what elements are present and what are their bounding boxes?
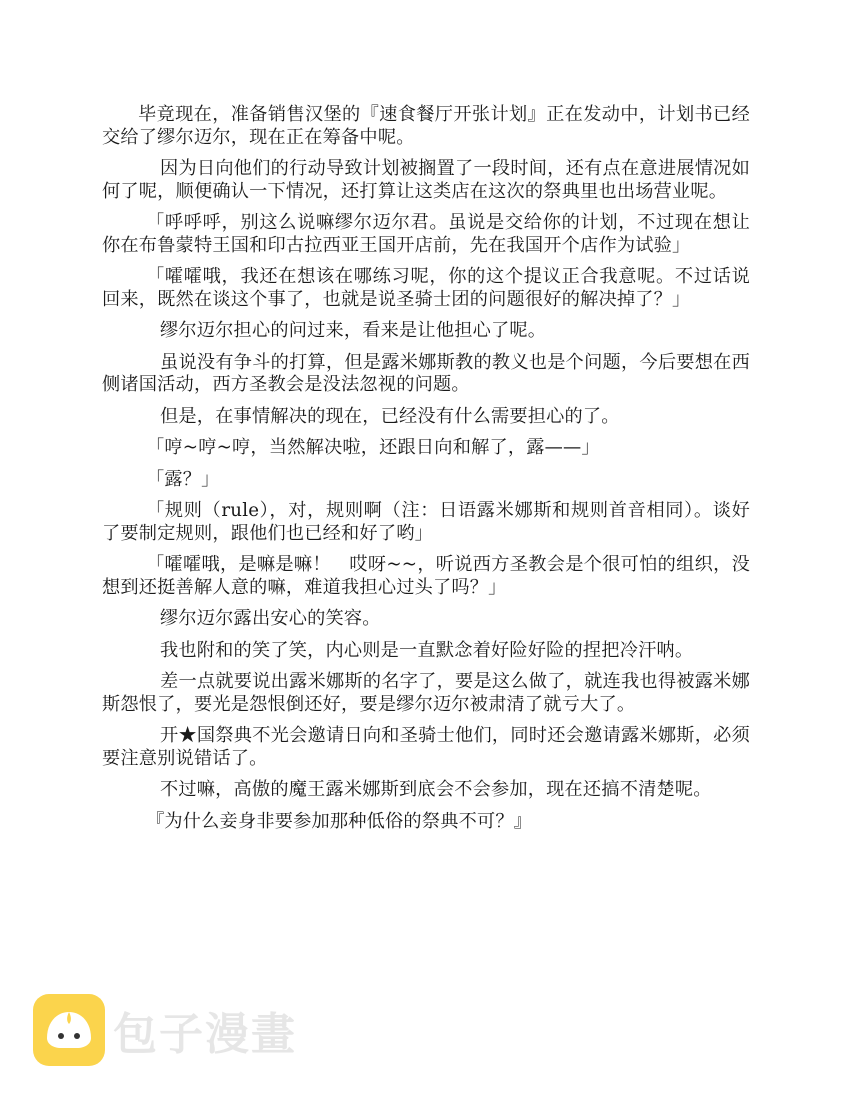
paragraph-12: 缪尔迈尔露出安心的笑容。 — [160, 608, 381, 629]
paragraph-6: 虽说没有争斗的打算，但是露米娜斯教的教义也是个问题，今后要想在西侧诸国活动，西方圣教会是没法忽视的问题。 — [102, 351, 750, 395]
paragraph-9: 「露？」 — [146, 468, 220, 490]
bun-logo-icon — [33, 994, 105, 1066]
paragraph-2: 因为日向他们的行动导致计划被搁置了一段时间，还有点在意进展情况如何了呢，顺便确认一下情况，还打算让这类店在这次的祭典里也出场营业呢。 — [102, 158, 750, 202]
document-body — [102, 104, 750, 842]
watermark-text: 包子漫畫 — [113, 1009, 297, 1060]
paragraph-16: 不过嘛，高傲的魔王露米娜斯到底会不会参加，现在还搞不清楚呢。 — [160, 779, 712, 800]
paragraph-8: 「哼~哼~哼，当然解决啦，还跟日向和解了，露——」 — [146, 437, 600, 458]
paragraph-5: 缪尔迈尔担心的问过来，看来是让他担心了呢。 — [160, 320, 547, 341]
paragraph-3: 「呼呼呼，别这么说嘛缪尔迈尔君。虽说是交给你的计划，不过现在想让你在布鲁蒙特王国和印古拉西亚王国开店前，先在我国开个店作为试验」 — [102, 212, 750, 256]
paragraph-10: 「规则（rule），对，规则啊（注：日语露米娜斯和规则首音相同）。谈好了要制定规则，跟他们也已经和好了哟」 — [102, 500, 750, 544]
paragraph-4: 「嚯嚯哦，我还在想该在哪练习呢，你的这个提议正合我意呢。不过话说回来，既然在谈这个事了，也就是说圣骑士团的问题很好的解决掉了？」 — [102, 266, 750, 310]
paragraph-14: 差一点就要说出露米娜斯的名字了，要是这么做了，就连我也得被露米娜斯怨恨了，要光是怨恨倒还好，要是缪尔迈尔被肃清了就亏大了。 — [102, 671, 750, 715]
paragraph-17: 『为什么妾身非要参加那种低俗的祭典不可？』 — [146, 810, 533, 832]
paragraph-11: 「嚯嚯哦，是嘛是嘛！ 哎呀~~，听说西方圣教会是个很可怕的组织，没想到还挺善解人意的嘛，难道我担心过头了吗？」 — [102, 554, 750, 598]
paragraph-1: 毕竟现在，准备销售汉堡的『速食餐厅开张计划』正在发动中，计划书已经交给了缪尔迈尔，现在正在筹备中呢。 — [102, 104, 750, 148]
paragraph-7: 但是，在事情解决的现在，已经没有什么需要担心的了。 — [160, 405, 620, 427]
paragraph-13: 我也附和的笑了笑，内心则是一直默念着好险好险的捏把冷汗呐。 — [160, 639, 694, 661]
watermark — [33, 994, 297, 1066]
paragraph-15: 开★国祭典不光会邀请日向和圣骑士他们，同时还会邀请露米娜斯，必须要注意别说错话了。 — [102, 725, 750, 769]
